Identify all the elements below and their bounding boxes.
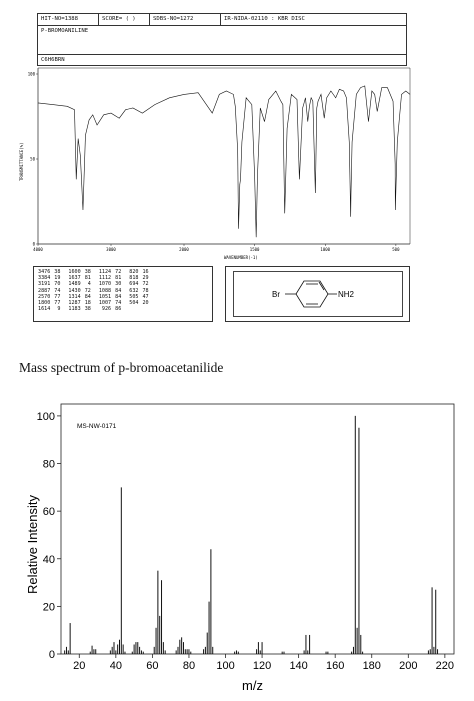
peak-table-cell: 3384	[38, 275, 51, 282]
ms-y-tick-label: 100	[36, 410, 55, 423]
compound-name: P-BROMOANILINE	[41, 28, 89, 34]
ms-y-ticks	[37, 411, 61, 661]
peak-table-cell: 9	[57, 306, 61, 313]
ms-x-ticks	[73, 654, 454, 672]
peak-table-cell: 77	[54, 293, 61, 300]
peak-table-cell: 1430	[68, 287, 81, 294]
ir-x-tick-label: 1000	[320, 247, 331, 252]
ir-x-axis-label: WAVENUMBER(-1)	[224, 255, 258, 260]
ms-y-tick-label: 20	[42, 601, 55, 614]
peak-table-cell: 1614	[38, 306, 51, 313]
ir-y-tick-label: 100	[27, 71, 35, 77]
peak-table-cell: 81	[115, 275, 122, 282]
peak-table-cell: 1800	[38, 300, 51, 307]
molecular-formula: C6H6BRN	[41, 57, 65, 63]
peak-table-cell: 1183	[68, 306, 81, 313]
mass-spectrum-chart	[14, 396, 464, 696]
peak-table-cell: 77	[54, 300, 61, 307]
ir-y-tick-label: 0	[32, 241, 35, 247]
peak-table-cell: 19	[54, 275, 61, 282]
peak-table-cell: 38	[54, 269, 61, 275]
ms-plot-frame	[61, 404, 454, 654]
ir-x-tick-label: 1500	[249, 247, 260, 252]
ms-x-tick-label: 140	[289, 660, 308, 672]
peak-table-cell: 3476	[38, 269, 51, 275]
peak-table-cell: 4	[87, 281, 91, 288]
peak-table	[33, 266, 213, 322]
ms-y-tick-label: 60	[42, 506, 55, 519]
ms-x-tick-label: 80	[182, 660, 196, 672]
ir-y-tick-label: 50	[30, 156, 35, 162]
ms-y-tick-label: 0	[48, 649, 55, 661]
peak-table-cell: 47	[142, 293, 149, 300]
peak-table-cell: 2570	[38, 293, 51, 300]
bromine-label: Br	[272, 290, 280, 299]
peak-table-cell: 70	[54, 281, 61, 288]
score: SCORE= ( )	[99, 14, 150, 25]
molecule-structure	[234, 272, 402, 316]
peak-table-cell: 29	[142, 275, 149, 282]
structure-frame	[233, 271, 403, 317]
peak-table-cell: 1124	[98, 269, 112, 275]
peak-table-cell: 72	[142, 281, 149, 288]
ms-x-tick-label: 220	[435, 660, 455, 672]
peak-table-cell: 820	[129, 269, 139, 275]
peak-table-cell: 3191	[38, 281, 51, 288]
peak-table-cell: 632	[129, 287, 139, 294]
peak-table-cell: 1637	[68, 275, 81, 282]
ms-x-tick-label: 180	[362, 660, 381, 672]
peak-table-cell	[140, 306, 154, 312]
mass-spectrum-caption: Mass spectrum of p-bromoacetanilide	[19, 360, 224, 375]
peak-table-cell: 18	[84, 300, 91, 307]
peak-table-cell: 38	[84, 269, 91, 275]
ms-x-axis-label: m/z	[242, 678, 263, 693]
peak-table-body	[36, 269, 155, 312]
peak-table-cell: 1314	[68, 293, 81, 300]
ir-x-tick-label: 4000	[33, 247, 43, 252]
peak-table-cell: 84	[115, 293, 122, 300]
peak-table-cell: 20	[142, 300, 149, 307]
divider	[38, 54, 406, 55]
peak-table-cell: 1287	[68, 300, 81, 307]
peak-table-cell: 84	[115, 287, 122, 294]
peak-table-cell: 84	[84, 293, 91, 300]
peak-table-cell: 2887	[38, 287, 51, 294]
structure-box	[225, 266, 410, 322]
peak-table-cell: 74	[54, 287, 61, 294]
ms-y-axis-label: Relative Intensity	[25, 495, 40, 594]
ms-y-tick-label: 80	[42, 458, 55, 471]
ir-identifier: IR-NIDA-02110 : KBR DISC	[224, 16, 305, 22]
amine-label: NH2	[338, 290, 355, 299]
peak-table-cell: 72	[84, 287, 91, 294]
peak-table-cell: 504	[129, 300, 139, 307]
peak-table-cell: 1088	[98, 287, 112, 294]
ir-x-tick-label: 2000	[179, 247, 189, 252]
hit-number: HIT-NO=1388	[38, 14, 99, 25]
ir-y-axis-label: TRANSMITTANCE(%)	[19, 142, 24, 181]
ir-header-box	[37, 13, 407, 66]
peak-table-cell: 1070	[98, 281, 112, 288]
peak-table-cell: 1007	[98, 300, 112, 307]
ir-y-ticks	[28, 72, 38, 247]
ms-x-tick-label: 200	[399, 660, 418, 672]
sdbs-number: SDBS-NO=1272	[150, 14, 221, 25]
peak-table-cell: 38	[84, 306, 91, 313]
peak-table-cell: 818	[129, 275, 139, 282]
peak-table-cell: 74	[115, 300, 122, 307]
peak-table-cell: 30	[115, 281, 122, 288]
ms-spectrum-id: MS-NW-0171	[77, 423, 117, 430]
peak-table-cell: 16	[142, 269, 149, 275]
ms-y-tick-label: 40	[42, 553, 55, 566]
benzene-ring	[296, 281, 328, 307]
peak-table-cell: 505	[129, 293, 139, 300]
peak-table-cell: 926	[101, 306, 112, 313]
ms-x-tick-label: 60	[146, 660, 159, 672]
peak-table-cell: 72	[115, 269, 122, 275]
ms-peaks	[65, 416, 438, 654]
ms-x-tick-label: 160	[326, 660, 345, 672]
peak-table-cell	[127, 306, 140, 312]
peak-table-cell: 1112	[98, 275, 112, 282]
peak-table-cell: 86	[115, 306, 122, 313]
ms-x-tick-label: 20	[73, 660, 86, 672]
ir-x-ticks	[32, 241, 400, 252]
ir-header-row	[38, 14, 406, 26]
peak-table-cell: 78	[142, 287, 149, 294]
ms-x-tick-label: 40	[109, 660, 122, 672]
ms-x-tick-label: 100	[216, 660, 235, 672]
ir-spectrum-chart	[14, 66, 414, 263]
peak-table-cell: 694	[129, 281, 139, 288]
peak-table-row	[36, 306, 155, 312]
peak-table-cell: 1489	[68, 281, 81, 288]
peak-table-cell: 81	[84, 275, 91, 282]
ir-spectrum-trace	[38, 86, 410, 237]
peak-table-cell: 1051	[98, 293, 112, 300]
ms-x-tick-label: 120	[252, 660, 272, 672]
peak-table-cell: 1600	[68, 269, 81, 275]
ir-x-tick-label: 3000	[106, 247, 116, 252]
ir-x-tick-label: 500	[392, 247, 400, 252]
ir-axes	[38, 68, 410, 244]
